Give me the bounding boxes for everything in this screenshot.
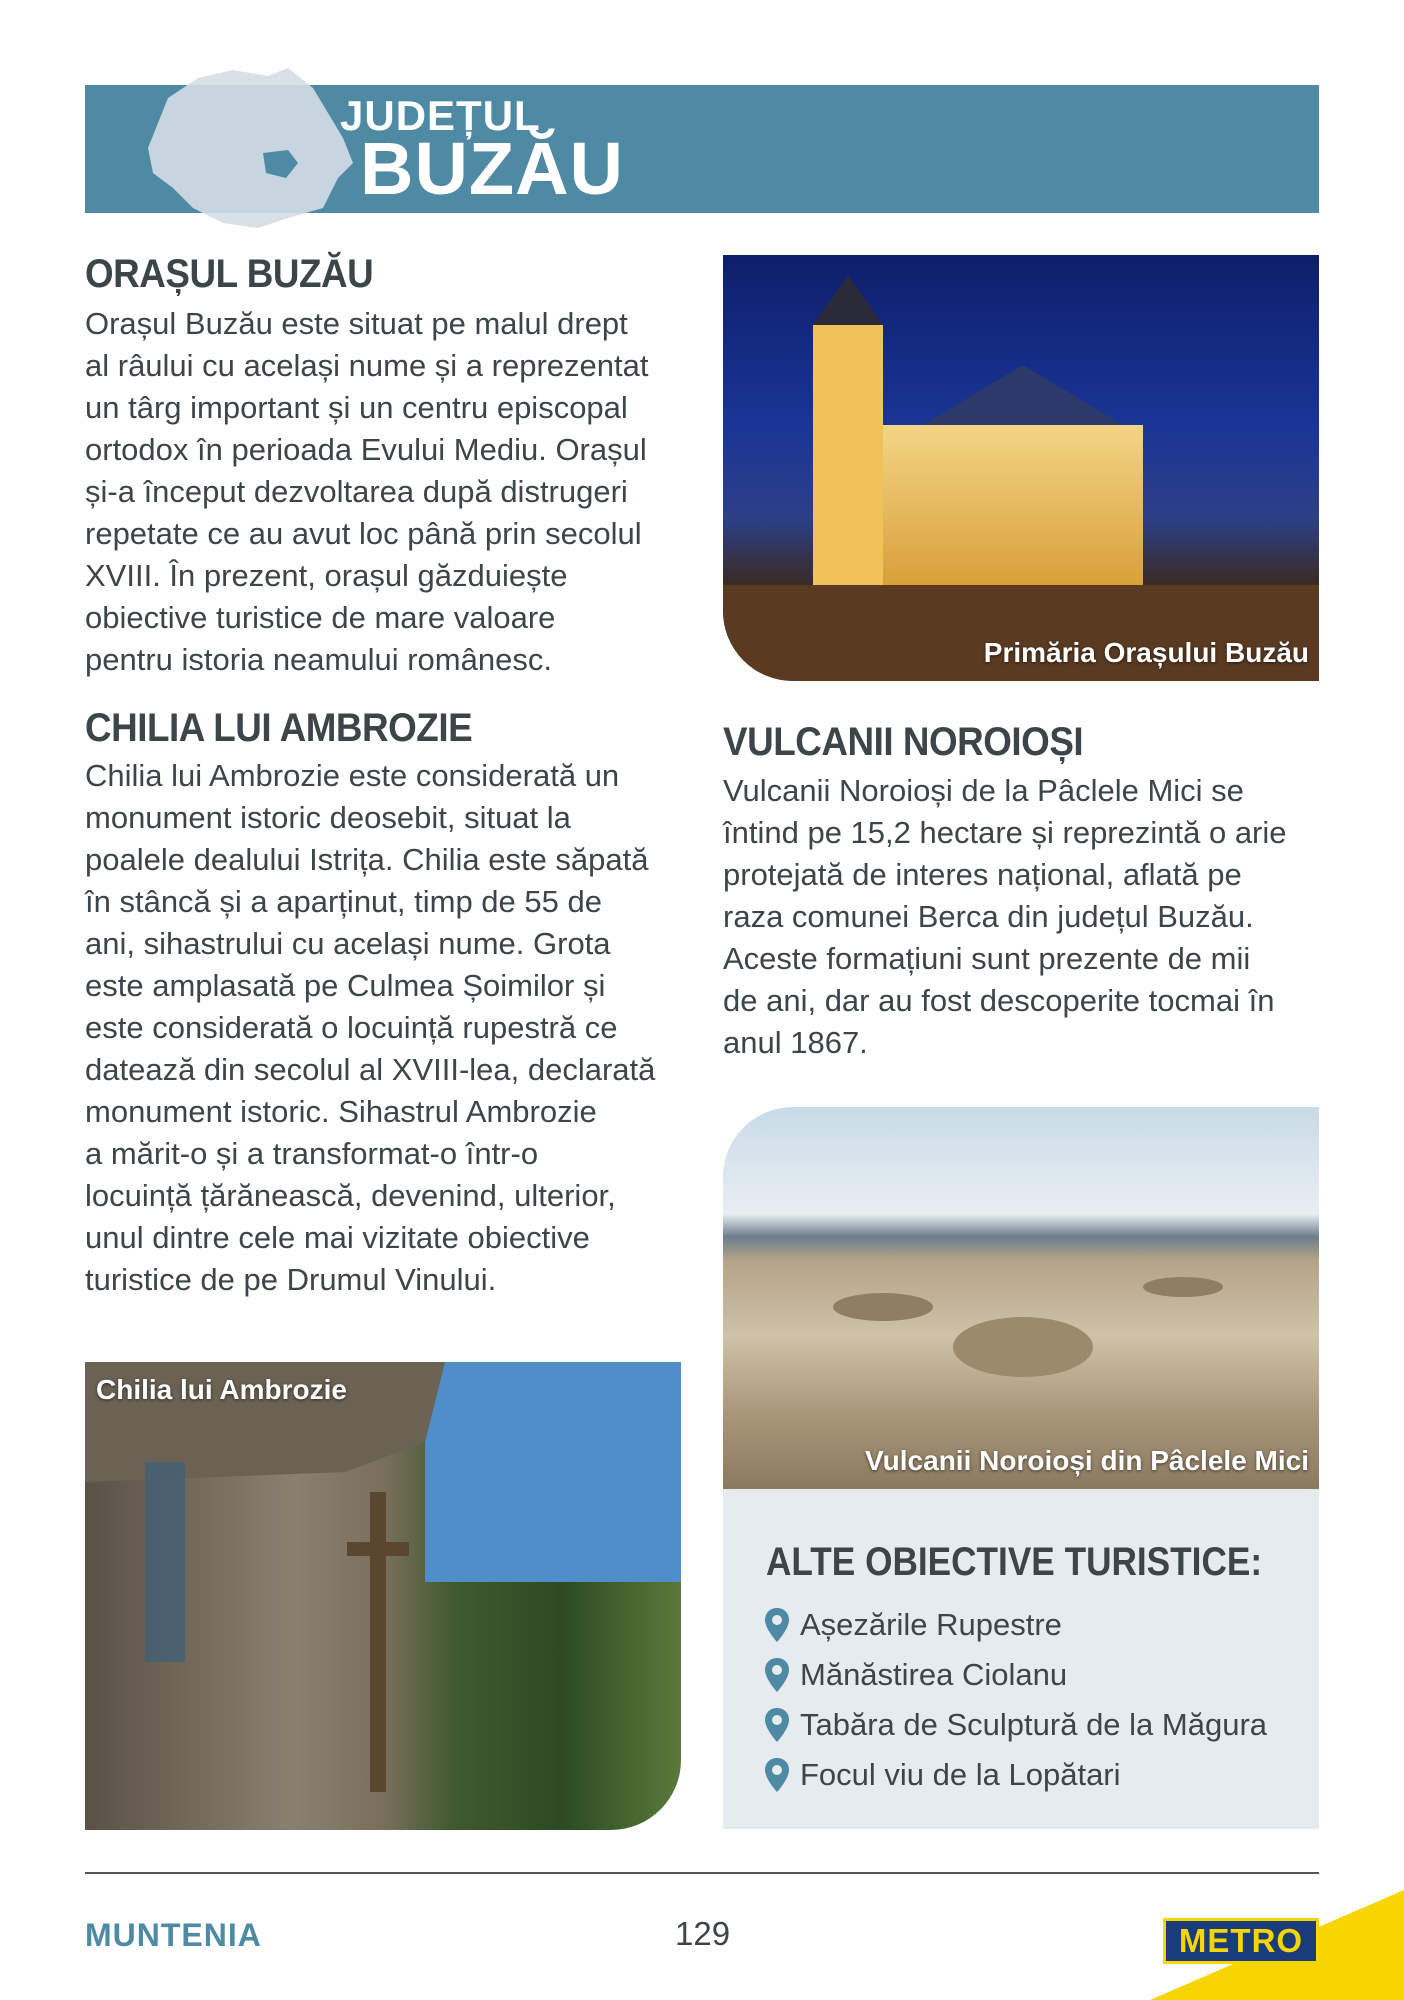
list-item-label: Mănăstirea Ciolanu: [800, 1657, 1068, 1692]
mud-volcano-illustration: [723, 1107, 1319, 1489]
header-title: BUZĂU: [360, 127, 624, 210]
photo-caption-vulcanii: Vulcanii Noroioși din Pâclele Mici: [865, 1445, 1309, 1476]
metro-logo: METRO: [1163, 1918, 1319, 1964]
section-title-orasul: ORAȘUL BUZĂU: [85, 252, 374, 296]
chilia-illustration: [85, 1362, 681, 1830]
primaria-building-illustration: [723, 255, 1319, 681]
section-title-vulcanii: VULCANII NOROIOȘI: [723, 720, 1084, 764]
location-pin-icon: [764, 1757, 790, 1793]
list-item-label: Așezările Rupestre: [800, 1607, 1062, 1642]
photo-caption-chilia: Chilia lui Ambrozie: [96, 1374, 347, 1405]
section-body-chilia: Chilia lui Ambrozie este considerată un monument istoric deosebit, situat la poalele dealului Istrița. Chilia este săpată în stâncă și a aparținut, timp de 55 de ani, sihastrului cu același nume. Grota este amplasată pe Culmea Șoimilor și este considerată o locuință rupestră ce datează din secolul al XVIII-lea, declarată monument istoric. Sihastrul Ambrozie a mărit-o și a transformat-o într-o locuință țărănească, devenind, ulterior, unul dintre cele mai vizitate obiective turistice de pe Drumul Vinului.: [85, 758, 656, 1297]
section-body-orasul: Orașul Buzău este situat pe malul drept al râului cu același nume și a reprezentat un târg important și un centru episcopal ortodox în perioada Evului Mediu. Orașul și-a început dezvoltarea după distrugeri repetate ce au avut loc până prin secolul XVIII. În prezent, orașul găzduiește obiective turistice de mare valoare pentru istoria neamului românesc.: [85, 306, 649, 677]
list-item-label: Tabăra de Sculptură de la Măgura: [800, 1707, 1268, 1742]
photo-primaria: [723, 255, 1319, 681]
list-item: [764, 1604, 1062, 1646]
romania-map-icon: [138, 58, 358, 238]
list-item: [764, 1704, 1267, 1746]
list-item: [764, 1654, 1067, 1696]
location-pin-icon: [764, 1657, 790, 1693]
section-title-chilia: CHILIA LUI AMBROZIE: [85, 706, 473, 750]
photo-chilia: [85, 1362, 681, 1830]
photo-vulcanii: [723, 1107, 1319, 1489]
footer-region: MUNTENIA: [85, 1917, 262, 1953]
location-pin-icon: [764, 1707, 790, 1743]
other-objectives-title: ALTE OBIECTIVE TURISTICE:: [766, 1540, 1263, 1584]
list-item-label: Focul viu de la Lopătari: [800, 1757, 1121, 1792]
section-body-vulcanii: Vulcanii Noroioși de la Pâclele Mici se întind pe 15,2 hectare și reprezintă o arie protejată de interes național, aflată pe raza comunei Berca din județul Buzău. Aceste formațiuni sunt prezente de mii de ani, dar au fost descoperite tocmai în anul 1867.: [723, 773, 1287, 1060]
location-pin-icon: [764, 1607, 790, 1643]
photo-caption-primaria: Primăria Orașului Buzău: [983, 637, 1309, 668]
header-title-small: JUDEȚUL: [340, 92, 541, 139]
page-number: 129: [675, 1915, 731, 1952]
list-item: [764, 1754, 1121, 1796]
footer-divider: [85, 1872, 1319, 1874]
